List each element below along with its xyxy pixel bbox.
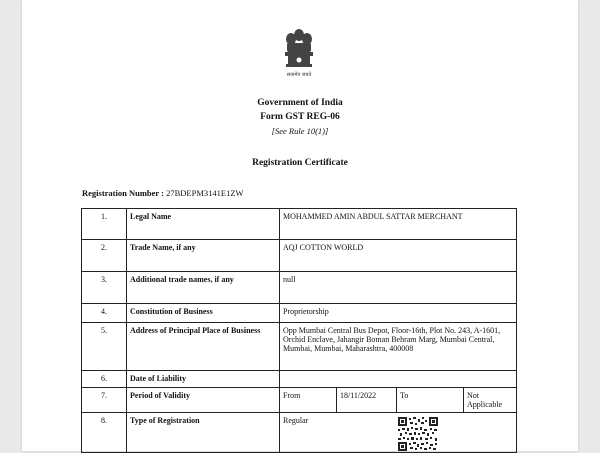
national-emblem-icon xyxy=(277,26,321,80)
validity-from-label: From xyxy=(280,388,337,413)
government-heading: Government of India xyxy=(257,98,343,108)
table-row: 8. Type of Registration Regular xyxy=(82,413,517,453)
table-row: 1. Legal Name MOHAMMED AMIN ABDUL SATTAR MERCHANT xyxy=(82,209,517,240)
address-value: Opp Mumbai Central Bus Depot, Floor-16th, Plot No. 243, A-1601, Orchid Enclave, Jahangir Boman Behram Marg, Mumbai Central, Mumbai, Mumbai, Maharashtra, 400008 xyxy=(280,323,517,371)
legal-name-value: MOHAMMED AMIN ABDUL SATTAR MERCHANT xyxy=(280,209,517,240)
validity-to-value: Not Applicable xyxy=(464,388,517,413)
validity-from-value: 18/11/2022 xyxy=(337,388,397,413)
table-row: 7. Period of Validity From 18/11/2022 To Not Applicable xyxy=(82,388,517,413)
certificate-title: Registration Certificate xyxy=(252,158,348,168)
emblem-motto: सत्यमेव जयते xyxy=(286,72,312,78)
registration-details-table xyxy=(81,208,517,453)
registration-type-value: Regular xyxy=(280,413,517,453)
certificate-page xyxy=(22,0,578,451)
table-row: 2. Trade Name, if any AQJ COTTON WORLD xyxy=(82,240,517,272)
registration-number-label: Registration Number : xyxy=(82,188,164,198)
table-row: 3. Additional trade names, if any null xyxy=(82,272,517,304)
registration-number xyxy=(82,188,244,198)
table-row: 6. Date of Liability xyxy=(82,371,517,388)
registration-number-value: 27BDEPM3141E1ZW xyxy=(166,188,244,198)
validity-to-label: To xyxy=(397,388,464,413)
additional-trade-names-value: null xyxy=(280,272,517,304)
rule-reference: [See Rule 10(1)] xyxy=(271,126,329,136)
date-of-liability-value xyxy=(280,371,517,388)
table-row: 5. Address of Principal Place of Business Opp Mumbai Central Bus Depot, Floor-16th, Plot No. 243, A-1601, Orchid Enclave, Jahangir Boman Behram Marg, Mumbai Central, Mumbai, Mumbai, Maharashtra, 400008 xyxy=(82,323,517,371)
table-row: 4. Constitution of Business Proprietorship xyxy=(82,304,517,323)
qr-code-icon xyxy=(397,416,439,451)
form-heading: Form GST REG-06 xyxy=(260,112,340,122)
constitution-value: Proprietorship xyxy=(280,304,517,323)
trade-name-value: AQJ COTTON WORLD xyxy=(280,240,517,272)
